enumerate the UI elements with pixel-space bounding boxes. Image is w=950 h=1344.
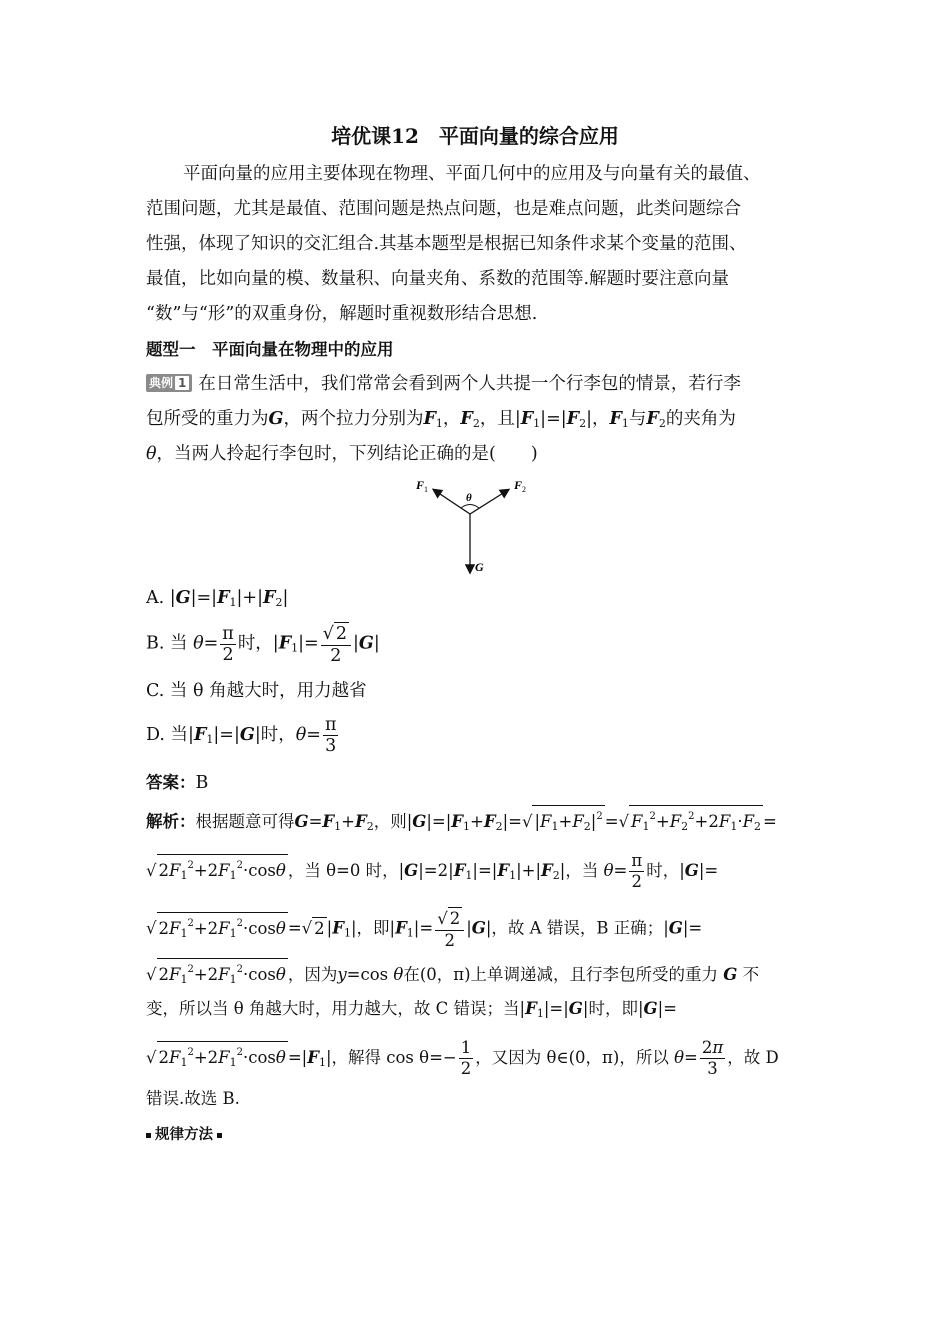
problem-line-1: 典例 1 在日常生活中，我们常常会看到两个人共提一个行李包的情景，若行李 <box>146 371 741 397</box>
rule-heading: 规律方法 <box>146 1122 226 1148</box>
option-c: C. 当 θ 角越大时，用力越省 <box>146 681 367 701</box>
intro-line-4: 最值，比如向量的模、数量积、向量夹角、系数的范围等.解题时要注意向量 <box>146 269 730 289</box>
section-heading: 题型一 平面向量在物理中的应用 <box>146 340 394 359</box>
analysis-line-5: 变，所以当 θ 角越大时，用力越大，故 C 错误；当$|F_1|=|G|$时，即|G|= <box>146 999 677 1020</box>
analysis-line-3: √ $2F_1^2+2F_1^2\cdot\cos\theta$ =√ 2 $|F_1|$，即$|F_1|=$ $\frac{√ 2}{2}$ |G|，故 A 错误，B 正确；|G|= <box>146 909 703 950</box>
force-diagram <box>408 474 538 580</box>
analysis-line-7: 错误.故选 B. <box>146 1089 240 1108</box>
intro-line-1: 平面向量的应用主要体现在物理、平面几何中的应用及与向量有关的最值、 <box>183 164 761 184</box>
analysis-line-2: √ $2F_1^2+2F_1^2\cdot\cos\theta$ ，当 θ=0 时，$|G|=2|F_1|=|F_1|+|F_2|$，当 θ= $\frac{\pi}{2}$ 时，|G|= <box>146 851 719 891</box>
angle-arc <box>461 505 479 509</box>
force-f2-arrow <box>470 490 508 514</box>
intro-line-2: 范围问题，尤其是最值、范围问题是热点问题，也是难点问题，此类问题综合 <box>146 199 741 219</box>
problem-line-2: 包所受的重力为G，两个拉力分别为$F_1$，$F_2$，且$|F_1|=|F_2|$，$F_1$与$F_2$的夹角为 <box>146 409 736 430</box>
answer: 答案：B <box>146 773 209 793</box>
page-title: 培优课12 平面向量的综合应用 <box>331 124 619 148</box>
label-g: G <box>475 560 484 574</box>
analysis-line-6: √ $2F_1^2+2F_1^2\cdot\cos\theta =|F_1|$，解得 cos θ=− $\frac{1}{2}$ ，又因为 θ∈(0，π)，所以 θ= $\frac{2\pi}{3}$ ，故 D <box>146 1038 779 1078</box>
analysis-line-4: √ $2F_1^2+2F_1^2\cdot\cos\theta$ ，因为y=cos θ在(0，π)上单调递减，且行李包所受的重力 G 不 <box>146 958 759 991</box>
analysis-line-1: 解析：根据题意可得$G=F_1+F_2$，则$|G|=|F_1+F_2|=√$ $|F_1+F_2|^2$ =√ $F_1^2+F_2^2+2F_1\cdot F_2$ = <box>146 805 777 840</box>
problem-line-3: θ，当两人拎起行李包时，下列结论正确的是( ) <box>146 444 538 464</box>
option-d: D. 当$|F_1|=|G|$时，θ= $\frac{\pi}{3}$ <box>146 715 337 756</box>
intro-line-5: “数”与“形”的双重身份，解题时重视数形结合思想. <box>146 304 538 324</box>
label-f1: $F_1$ <box>416 478 429 494</box>
label-f2: $F_2$ <box>514 478 527 494</box>
option-b: B. 当 θ= $\frac{\pi}{2}$ 时，$|F_1|=$ $\frac{√ 2}{2}$ |G| <box>146 623 380 666</box>
example-badge: 典例 1 <box>146 374 192 392</box>
intro-line-3: 性强，体现了知识的交汇组合.其基本题型是根据已知条件求某个变量的范围、 <box>146 234 747 254</box>
force-f1-arrow <box>434 490 470 514</box>
option-a: A. $|G|=|F_1|+|F_2|$ <box>146 588 289 609</box>
label-theta: θ <box>466 492 472 504</box>
